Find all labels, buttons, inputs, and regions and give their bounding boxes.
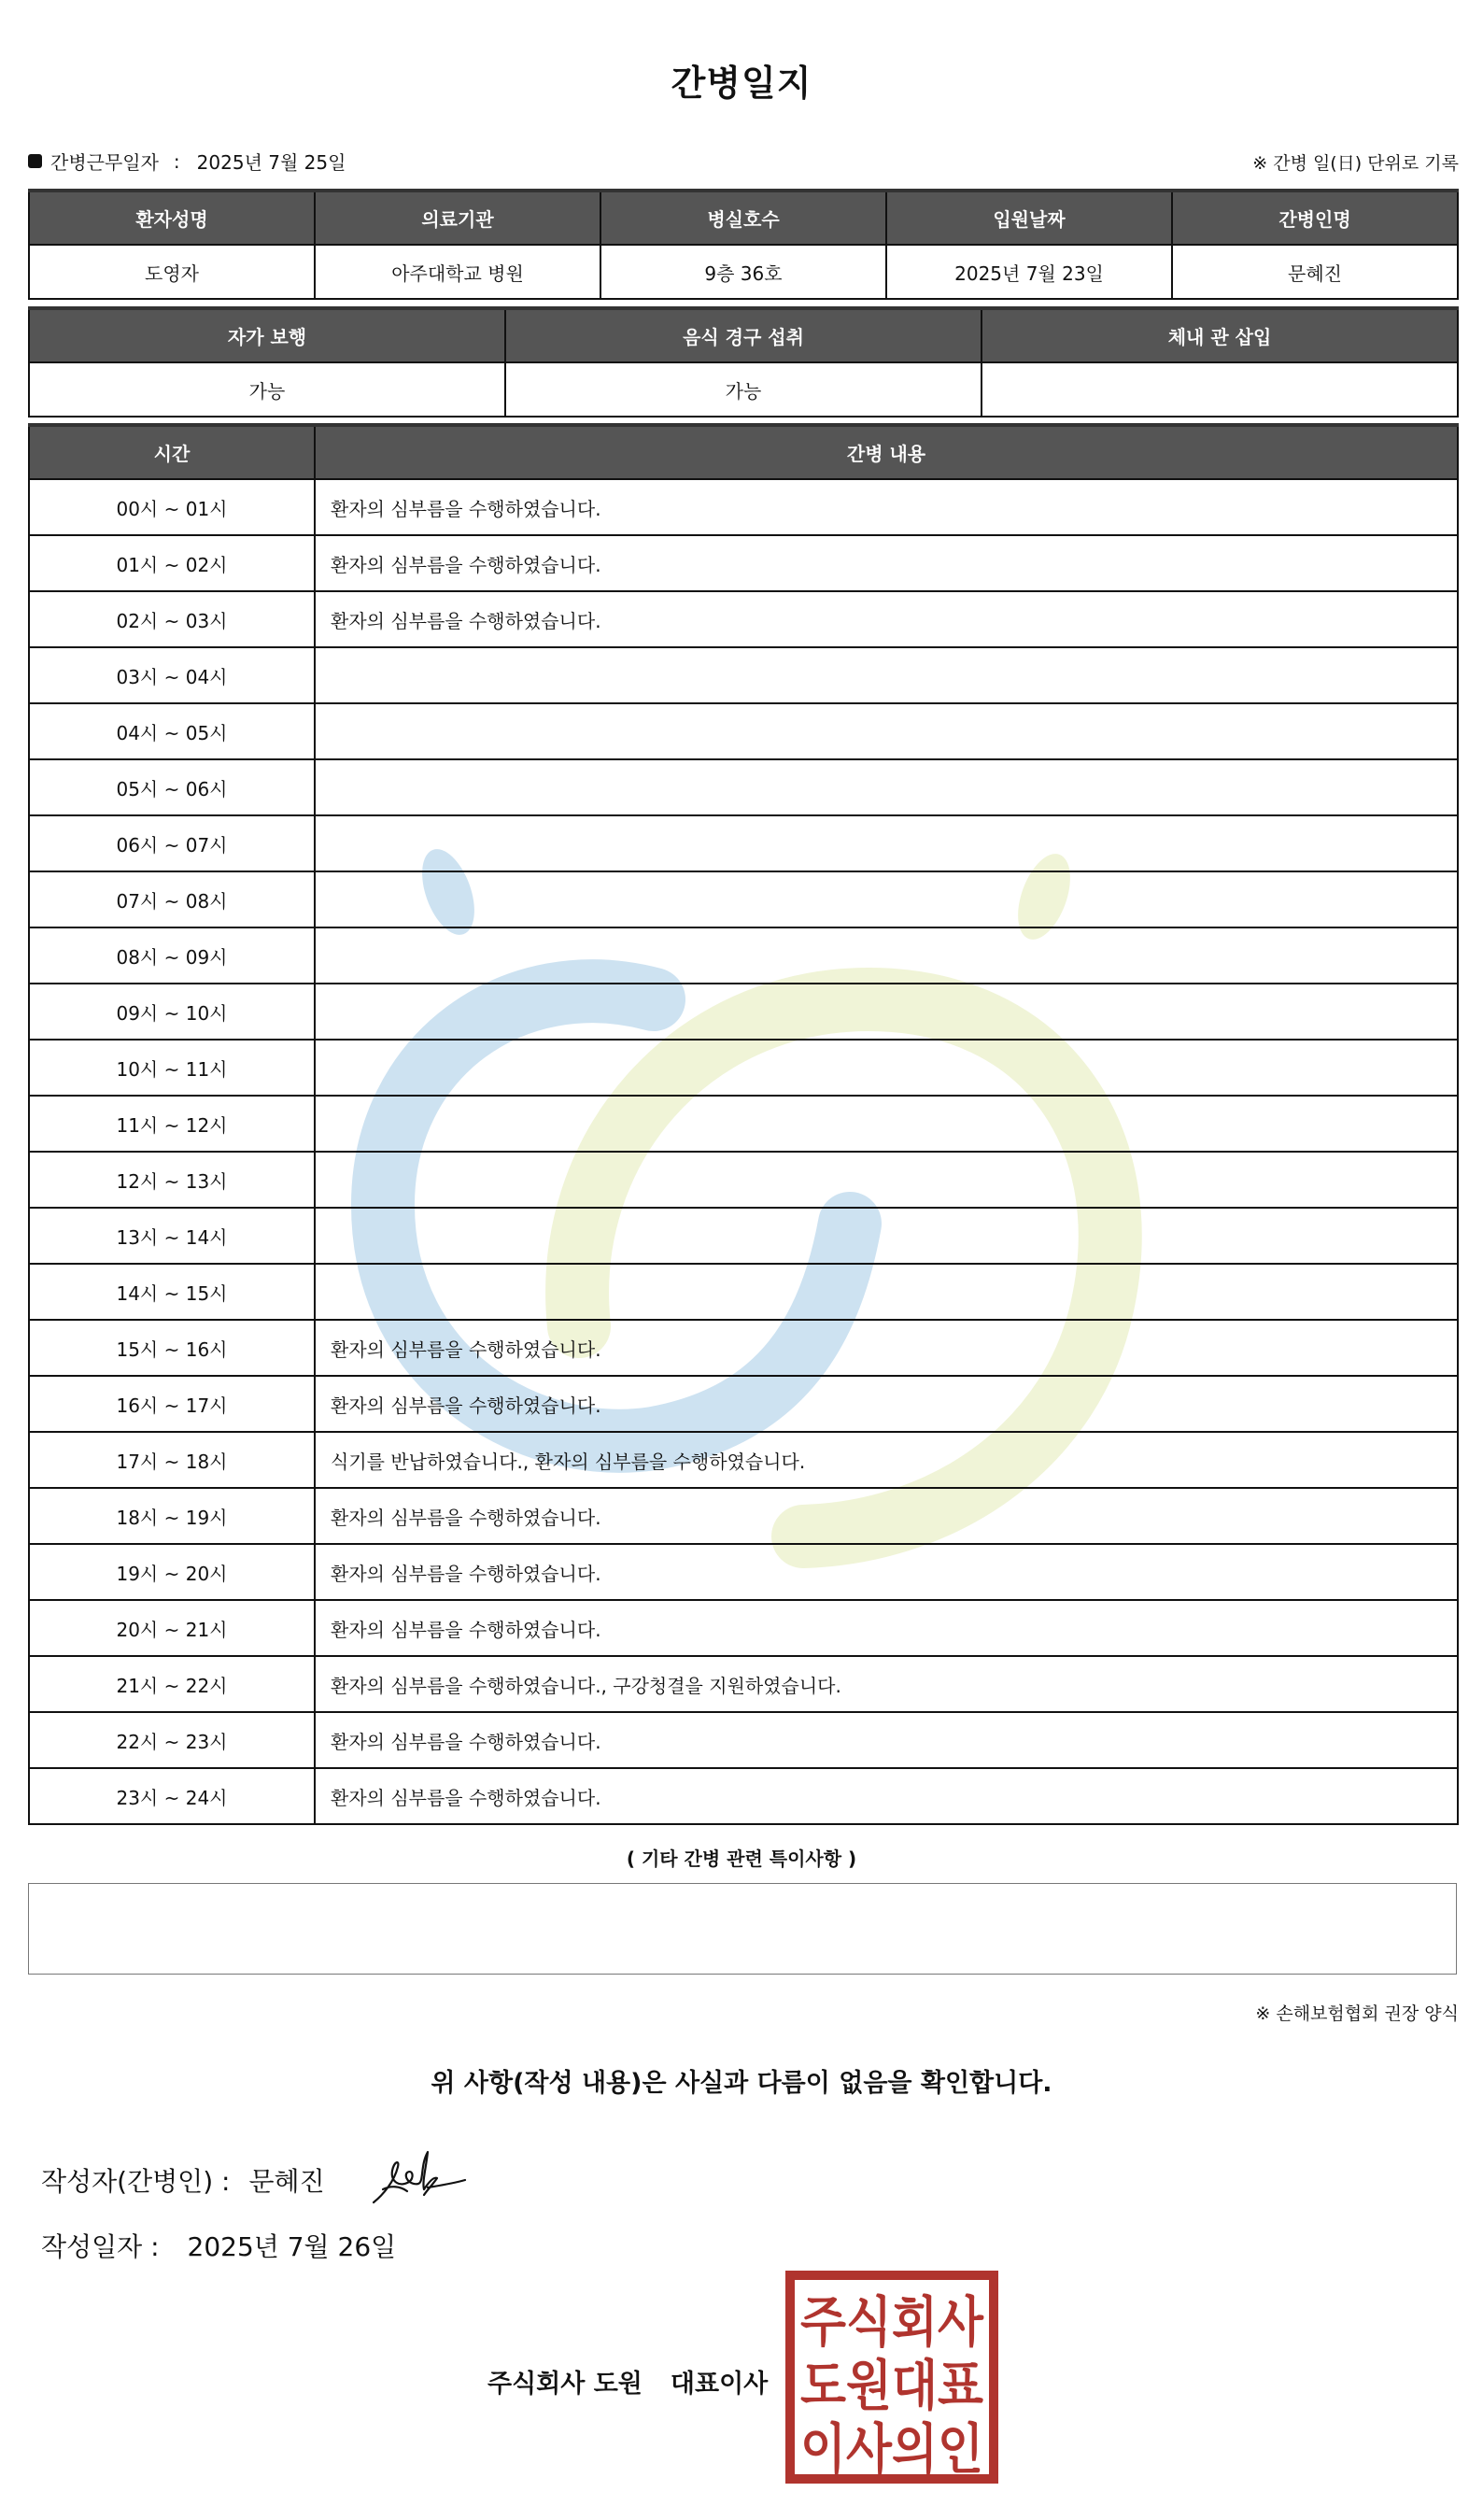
self-walking-value: 가능 xyxy=(29,362,505,417)
header-patient-name: 환자성명 xyxy=(29,191,315,245)
company-name: 주식회사 도원 xyxy=(487,2370,643,2399)
time-cell: 21시 ~ 22시 xyxy=(29,1656,315,1712)
time-cell: 00시 ~ 01시 xyxy=(29,479,315,535)
work-date-value: 2025년 7월 25일 xyxy=(196,151,346,174)
care-log-table xyxy=(28,423,1459,1825)
time-cell: 06시 ~ 07시 xyxy=(29,815,315,871)
patient-value-row xyxy=(29,245,1458,299)
time-cell: 18시 ~ 19시 xyxy=(29,1488,315,1544)
content-cell: 환자의 심부름을 수행하였습니다. xyxy=(315,1488,1458,1544)
table-row xyxy=(29,1264,1458,1320)
content-cell: 환자의 심부름을 수행하였습니다. xyxy=(315,1768,1458,1824)
time-cell: 14시 ~ 15시 xyxy=(29,1264,315,1320)
content-cell: 환자의 심부름을 수행하였습니다. xyxy=(315,535,1458,591)
header-tube-insertion: 체내 관 삽입 xyxy=(982,308,1458,362)
bullet-square-icon xyxy=(28,154,42,168)
content-cell xyxy=(315,927,1458,984)
time-cell: 15시 ~ 16시 xyxy=(29,1320,315,1376)
table-row xyxy=(29,1208,1458,1264)
work-date-label: 간병근무일자 xyxy=(50,151,159,174)
header-oral-intake: 음식 경구 섭취 xyxy=(505,308,982,362)
time-cell: 16시 ~ 17시 xyxy=(29,1376,315,1432)
patient-status-table xyxy=(28,306,1459,418)
content-cell: 식기를 반납하였습니다., 환자의 심부름을 수행하였습니다. xyxy=(315,1432,1458,1488)
status-header-row xyxy=(29,308,1458,362)
time-cell: 07시 ~ 08시 xyxy=(29,871,315,927)
table-row xyxy=(29,1768,1458,1824)
content-cell xyxy=(315,871,1458,927)
header-admission-date: 입원날짜 xyxy=(886,191,1172,245)
representative-title: 대표이사 xyxy=(670,2370,769,2399)
writer-line xyxy=(41,2161,325,2199)
table-row xyxy=(29,759,1458,815)
header-caregiver: 간병인명 xyxy=(1172,191,1458,245)
remarks-box xyxy=(28,1883,1457,1975)
association-note: ※ 손해보험협회 권장 양식 xyxy=(1255,2003,1459,2024)
company-seal-stamp xyxy=(784,2270,999,2485)
room-number: 9층 36호 xyxy=(600,245,886,299)
content-cell xyxy=(315,984,1458,1040)
content-cell xyxy=(315,647,1458,703)
writer-label: 작성자(간병인) : xyxy=(41,2166,231,2197)
table-row xyxy=(29,927,1458,984)
header-self-walking: 자가 보행 xyxy=(29,308,505,362)
time-cell: 13시 ~ 14시 xyxy=(29,1208,315,1264)
time-cell: 01시 ~ 02시 xyxy=(29,535,315,591)
content-cell: 환자의 심부름을 수행하였습니다. xyxy=(315,479,1458,535)
table-row xyxy=(29,479,1458,535)
admission-date: 2025년 7월 23일 xyxy=(886,245,1172,299)
table-row xyxy=(29,1432,1458,1488)
table-row xyxy=(29,1376,1458,1432)
header-time: 시간 xyxy=(29,425,315,479)
header-hospital: 의료기관 xyxy=(315,191,600,245)
written-date-line xyxy=(41,2227,396,2264)
confirmation-statement: 위 사항(작성 내용)은 사실과 다름이 없음을 확인합니다. xyxy=(431,2069,1052,2098)
time-cell: 12시 ~ 13시 xyxy=(29,1152,315,1208)
time-cell: 11시 ~ 12시 xyxy=(29,1096,315,1152)
content-cell xyxy=(315,759,1458,815)
seal-text-line: 도원대표 xyxy=(800,2354,983,2417)
handwritten-signature xyxy=(366,2145,471,2212)
oral-intake-value: 가능 xyxy=(505,362,982,417)
unit-note: ※ 간병 일(日) 단위로 기록 xyxy=(1252,153,1459,174)
table-row xyxy=(29,1544,1458,1600)
table-row xyxy=(29,1600,1458,1656)
content-cell xyxy=(315,815,1458,871)
work-date-line xyxy=(28,148,346,175)
seal-text-line: 이사의인 xyxy=(800,2417,983,2481)
content-cell xyxy=(315,1040,1458,1096)
content-cell: 환자의 심부름을 수행하였습니다., 구강청결을 지원하였습니다. xyxy=(315,1656,1458,1712)
content-cell xyxy=(315,1152,1458,1208)
written-date-label: 작성일자 : xyxy=(41,2231,160,2262)
work-date-separator: : xyxy=(173,149,180,173)
patient-info-table xyxy=(28,189,1459,300)
content-cell xyxy=(315,1096,1458,1152)
content-cell: 환자의 심부름을 수행하였습니다. xyxy=(315,1712,1458,1768)
table-row xyxy=(29,1040,1458,1096)
tube-insertion-value xyxy=(982,362,1458,417)
content-cell: 환자의 심부름을 수행하였습니다. xyxy=(315,1600,1458,1656)
table-row xyxy=(29,1656,1458,1712)
time-cell: 22시 ~ 23시 xyxy=(29,1712,315,1768)
table-row xyxy=(29,591,1458,647)
table-row xyxy=(29,647,1458,703)
time-cell: 17시 ~ 18시 xyxy=(29,1432,315,1488)
time-cell: 04시 ~ 05시 xyxy=(29,703,315,759)
content-cell xyxy=(315,1264,1458,1320)
table-row xyxy=(29,1320,1458,1376)
table-row xyxy=(29,815,1458,871)
content-cell xyxy=(315,1208,1458,1264)
time-cell: 09시 ~ 10시 xyxy=(29,984,315,1040)
table-row xyxy=(29,703,1458,759)
table-row xyxy=(29,1488,1458,1544)
time-cell: 05시 ~ 06시 xyxy=(29,759,315,815)
table-row xyxy=(29,984,1458,1040)
company-line xyxy=(487,2363,768,2400)
content-cell: 환자의 심부름을 수행하였습니다. xyxy=(315,591,1458,647)
time-cell: 20시 ~ 21시 xyxy=(29,1600,315,1656)
log-header-row xyxy=(29,425,1458,479)
table-row xyxy=(29,1712,1458,1768)
content-cell xyxy=(315,703,1458,759)
log-body xyxy=(29,479,1458,1824)
time-cell: 08시 ~ 09시 xyxy=(29,927,315,984)
content-cell: 환자의 심부름을 수행하였습니다. xyxy=(315,1544,1458,1600)
time-cell: 19시 ~ 20시 xyxy=(29,1544,315,1600)
time-cell: 10시 ~ 11시 xyxy=(29,1040,315,1096)
document-title: 간병일지 xyxy=(671,63,812,104)
table-row xyxy=(29,1096,1458,1152)
time-cell: 23시 ~ 24시 xyxy=(29,1768,315,1824)
hospital-name: 아주대학교 병원 xyxy=(315,245,600,299)
header-room: 병실호수 xyxy=(600,191,886,245)
time-cell: 03시 ~ 04시 xyxy=(29,647,315,703)
time-cell: 02시 ~ 03시 xyxy=(29,591,315,647)
patient-header-row xyxy=(29,191,1458,245)
status-value-row xyxy=(29,362,1458,417)
writer-name: 문혜진 xyxy=(248,2166,325,2197)
content-cell: 환자의 심부름을 수행하였습니다. xyxy=(315,1320,1458,1376)
table-row xyxy=(29,1152,1458,1208)
caregiver-name: 문혜진 xyxy=(1172,245,1458,299)
remarks-title: ( 기타 간병 관련 특이사항 ) xyxy=(626,1848,857,1870)
written-date-value: 2025년 7월 26일 xyxy=(187,2231,397,2262)
patient-name: 도영자 xyxy=(29,245,315,299)
seal-text-line: 주식회사 xyxy=(800,2290,984,2354)
table-row xyxy=(29,871,1458,927)
table-row xyxy=(29,535,1458,591)
header-care-content: 간병 내용 xyxy=(315,425,1458,479)
content-cell: 환자의 심부름을 수행하였습니다. xyxy=(315,1376,1458,1432)
